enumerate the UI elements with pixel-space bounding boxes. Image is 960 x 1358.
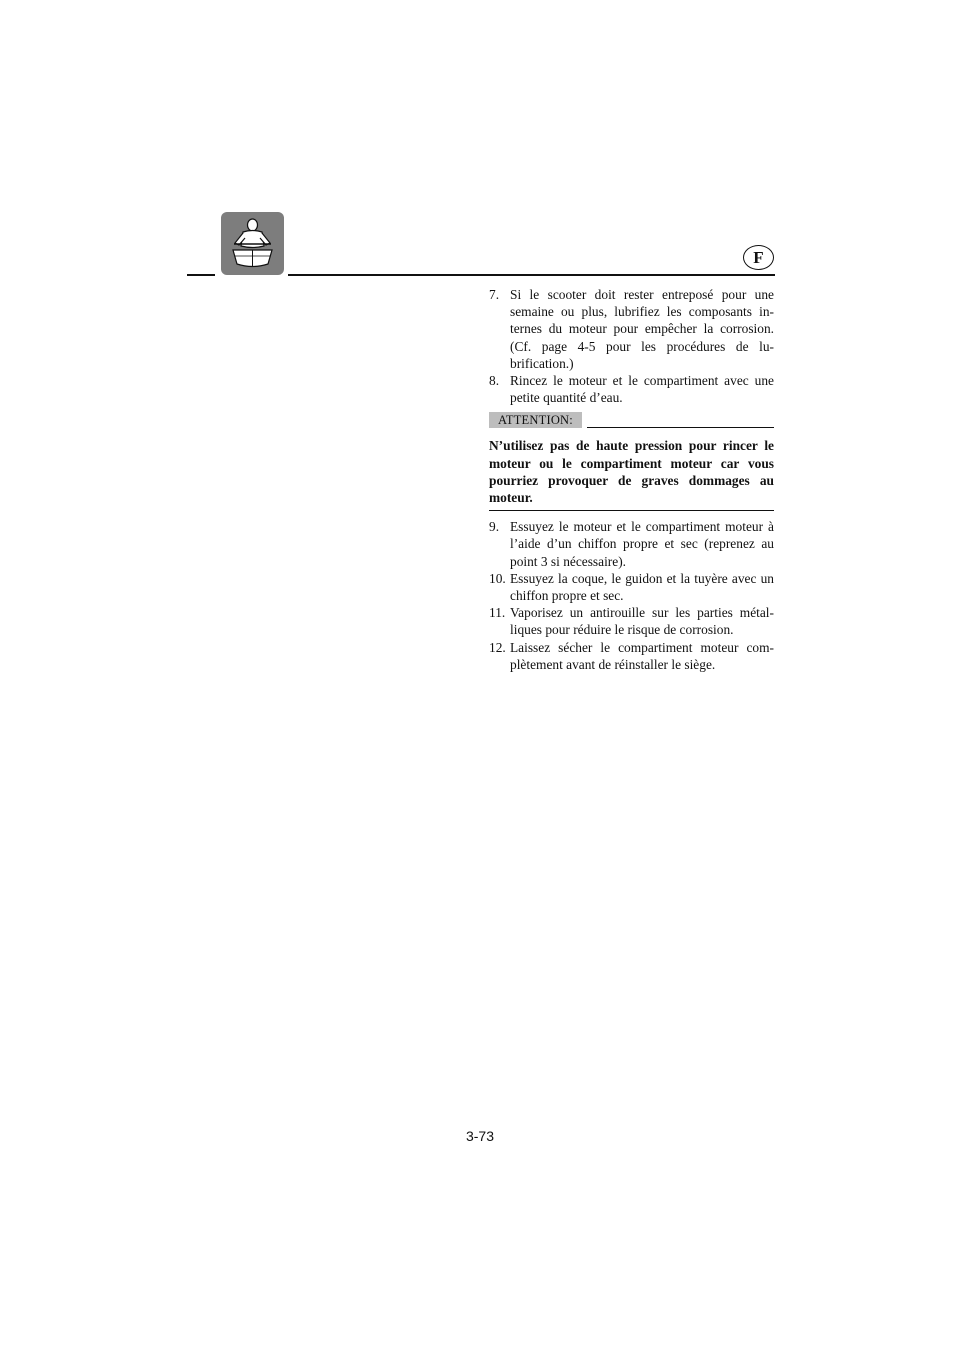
step-number: 10. xyxy=(489,570,506,586)
list-item xyxy=(489,518,774,570)
step-number: 12. xyxy=(489,639,506,655)
jetski-rider-icon xyxy=(221,212,284,275)
header-rule-left xyxy=(187,274,215,276)
list-item xyxy=(489,570,774,604)
list-item xyxy=(489,286,774,372)
caution-rule-bottom xyxy=(489,510,774,511)
caution-text: N’utilisez pas de haute pression pour rincer le moteur ou le compartiment moteur car vous pourriez provoquer de graves dommages au moteur. xyxy=(489,438,774,506)
list-item xyxy=(489,639,774,673)
steps-list-a xyxy=(489,286,774,406)
list-item xyxy=(489,604,774,638)
caution-label: ATTENTION: xyxy=(489,412,582,428)
step-number: 11. xyxy=(489,605,506,621)
header-rule-right xyxy=(288,274,775,276)
step-text: Vaporisez un antirouille sur les parties métalliques pour réduire le risque de corrosion. xyxy=(510,605,774,638)
steps-list-b xyxy=(489,518,774,673)
language-badge: F xyxy=(743,245,774,270)
caution-rule-top xyxy=(587,427,774,428)
page-content xyxy=(489,286,774,673)
step-text: Rincez le moteur et le compartiment avec une petite quantité d’eau. xyxy=(510,373,774,406)
caution-header xyxy=(489,412,774,430)
step-number: 8. xyxy=(489,373,500,389)
step-text: Si le scooter doit rester entreposé pour une semaine ou plus, lubrifiez les composants internes du moteur pour empêcher la corrosion. (Cf. page 4-5 pour les procédures de lubrification.) xyxy=(510,287,774,371)
step-number: 7. xyxy=(489,287,500,302)
list-item xyxy=(489,372,774,406)
step-text: Essuyez le moteur et le compartiment moteur à l’aide d’un chiffon propre et sec (reprenez au point 3 si nécessaire). xyxy=(510,519,774,569)
step-number: 9. xyxy=(489,519,500,535)
step-text: Laissez sécher le compartiment moteur complètement avant de réinstaller le siège. xyxy=(510,639,774,672)
step-text: Essuyez la coque, le guidon et la tuyère avec un chiffon propre et sec. xyxy=(510,570,774,604)
page-number: 3-73 xyxy=(465,1128,495,1144)
